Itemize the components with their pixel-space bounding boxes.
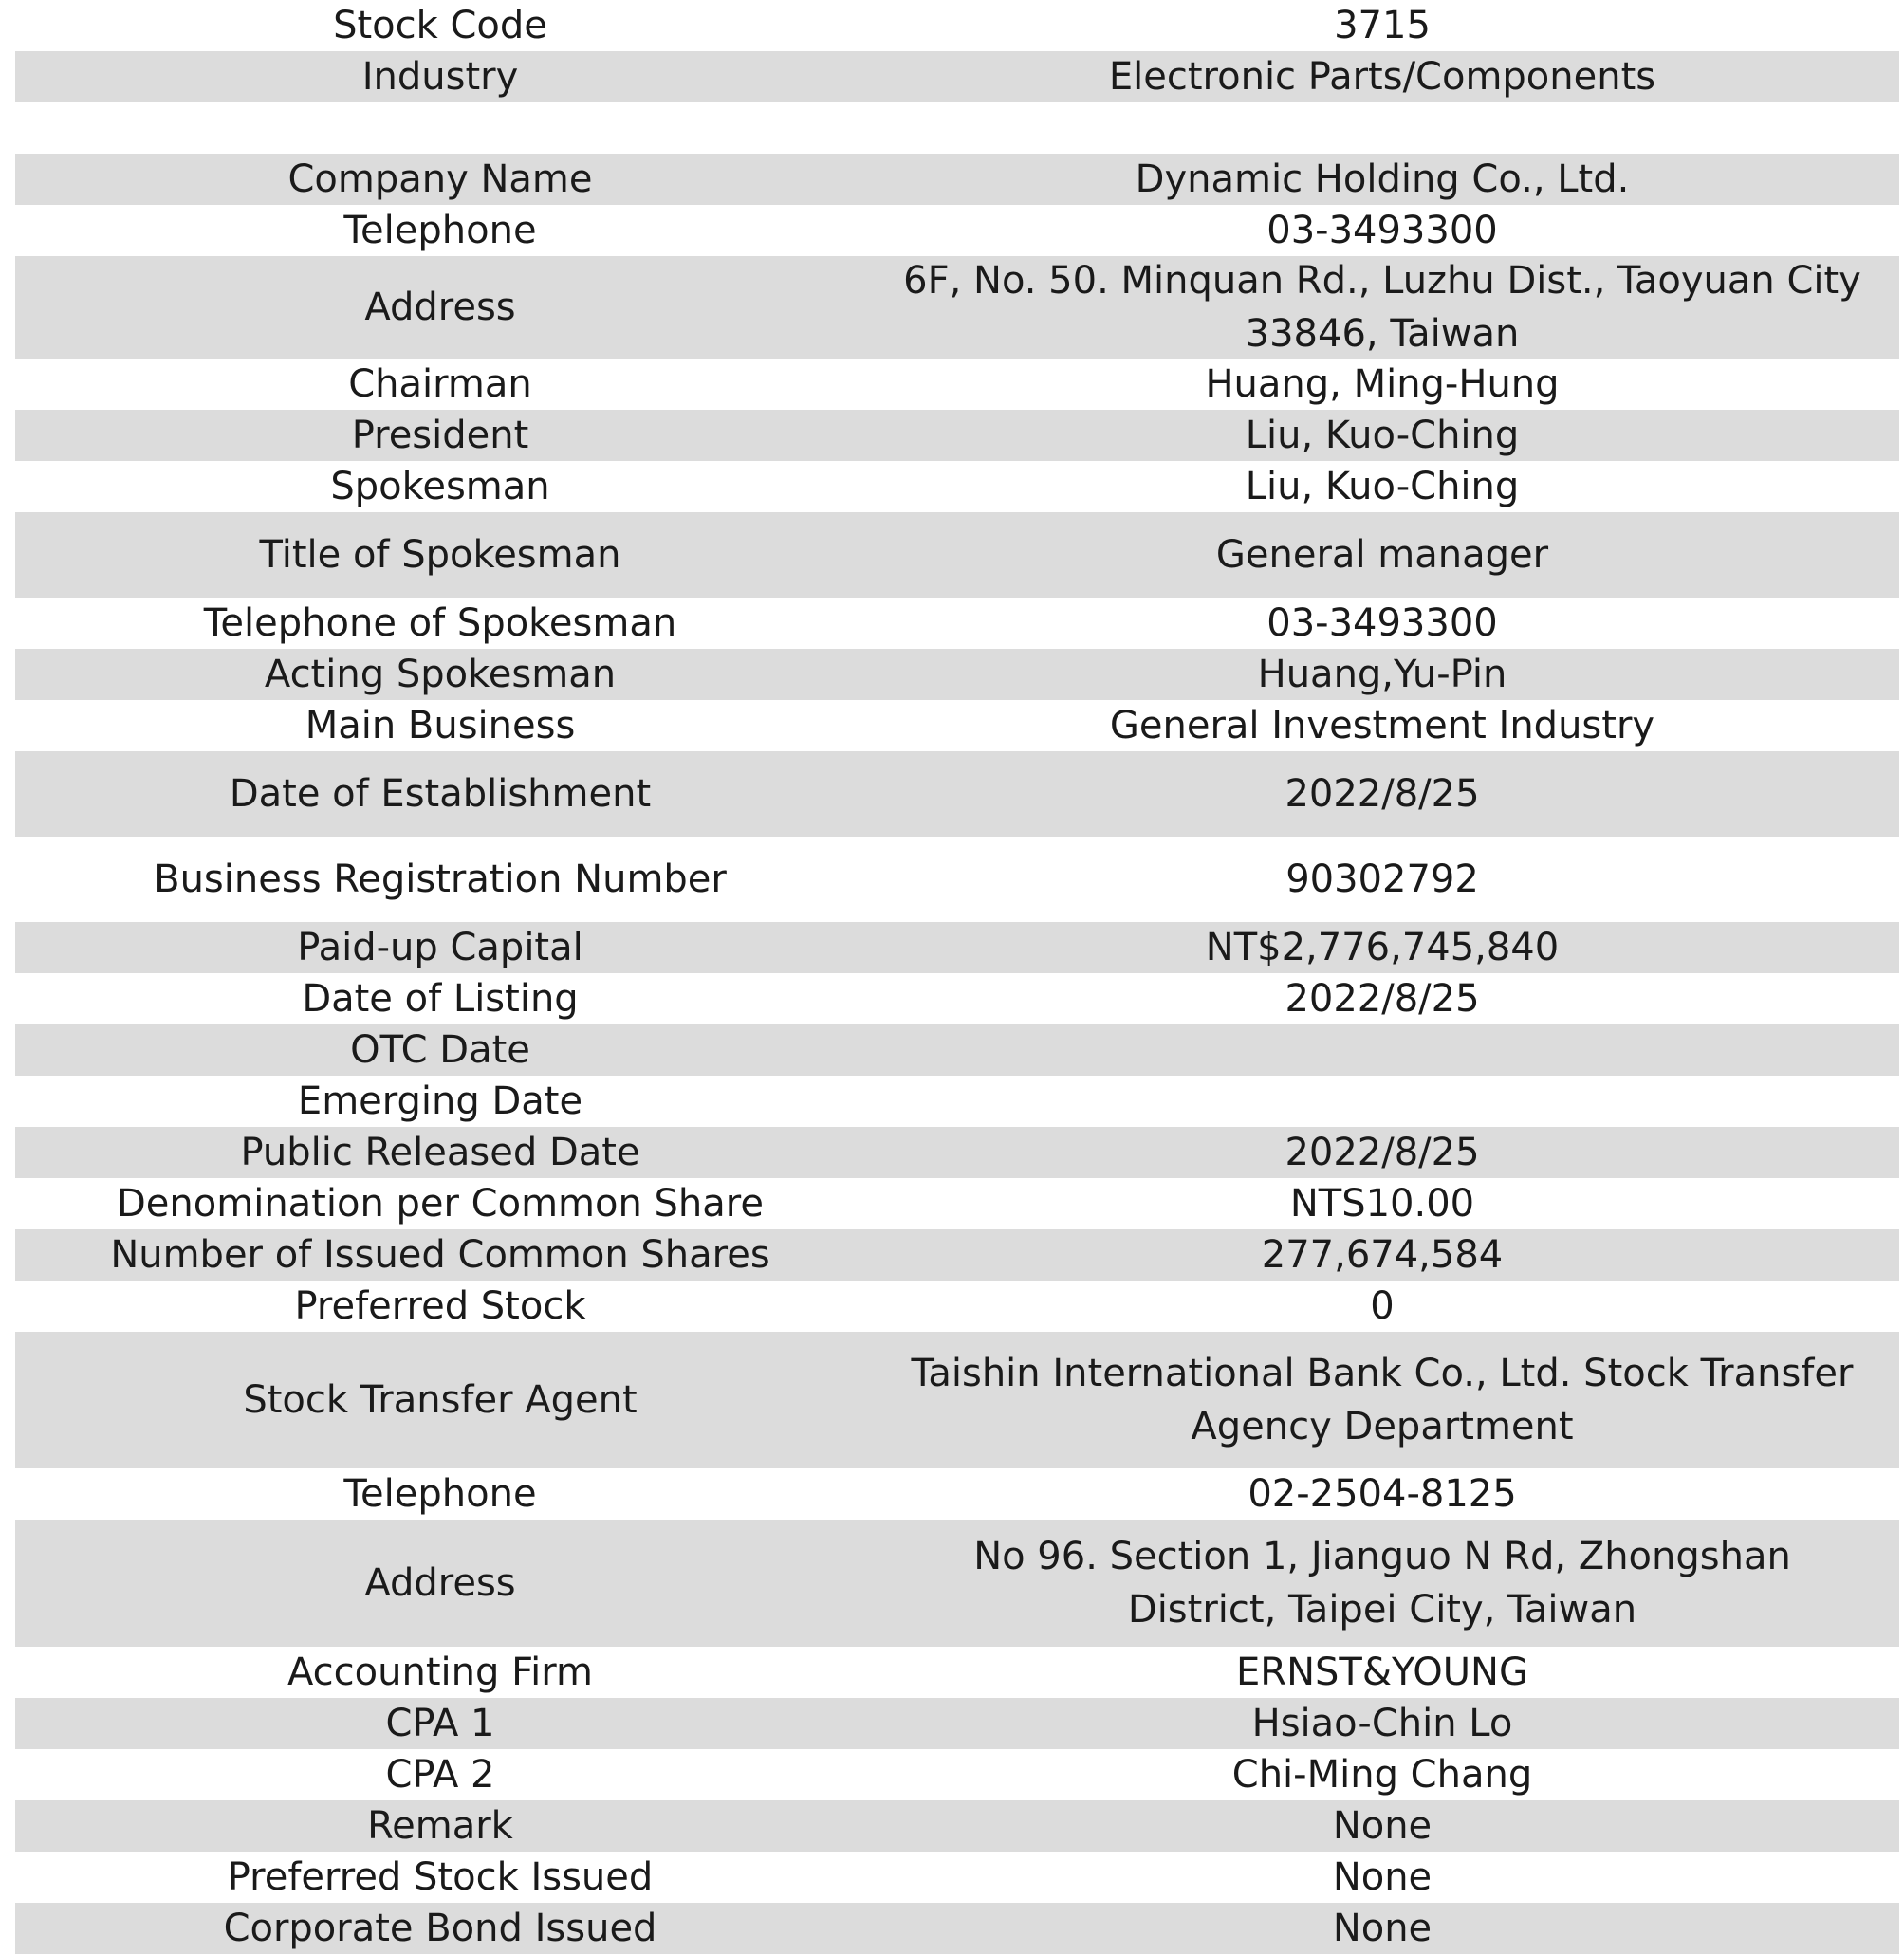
table-row — [15, 0, 1899, 51]
row-value: 277,674,584 — [1261, 1233, 1504, 1277]
row-value: None — [1332, 1804, 1433, 1848]
row-value: Liu, Kuo-Ching — [1245, 465, 1520, 508]
row-value: ERNST&YOUNG — [1236, 1651, 1528, 1694]
table-row — [15, 154, 1899, 205]
table-row — [15, 410, 1899, 461]
table-row — [15, 1852, 1899, 1903]
row-value: NTS10.00 — [1289, 1182, 1475, 1226]
row-value: NT$2,776,745,840 — [1205, 926, 1560, 969]
row-value: None — [1332, 1855, 1433, 1899]
row-label: Telephone — [343, 1472, 537, 1516]
row-label: Remark — [367, 1804, 513, 1848]
row-label: Emerging Date — [297, 1079, 583, 1123]
table-row — [15, 359, 1899, 410]
row-value: No 96. Section 1, Jianguo N Rd, Zhongshan District, Taipei City, Taiwan — [973, 1535, 1791, 1632]
row-label: Telephone of Spokesman — [203, 601, 677, 645]
table-row — [15, 922, 1899, 973]
table-row — [15, 1520, 1899, 1647]
row-value: General manager — [1215, 533, 1549, 577]
row-label: Preferred Stock Issued — [227, 1855, 654, 1899]
row-label: Chairman — [348, 362, 532, 406]
row-label: CPA 2 — [385, 1753, 495, 1797]
row-label: Address — [364, 286, 516, 329]
row-value: Huang, Ming-Hung — [1205, 362, 1560, 406]
row-value: Hsiao-Chin Lo — [1251, 1702, 1513, 1745]
row-label: Acting Spokesman — [264, 653, 617, 696]
row-value: 2022/8/25 — [1285, 977, 1480, 1021]
row-label: Number of Issued Common Shares — [110, 1233, 770, 1277]
row-label: Date of Listing — [302, 977, 579, 1021]
row-value: 90302792 — [1285, 858, 1479, 901]
table-row — [15, 1281, 1899, 1332]
table-row — [15, 1127, 1899, 1178]
table-row — [15, 973, 1899, 1024]
row-label: Stock Transfer Agent — [243, 1378, 638, 1422]
table-row — [15, 700, 1899, 751]
table-row — [15, 1468, 1899, 1520]
row-value: Taishin International Bank Co., Ltd. Stock Transfer Agency Department — [911, 1352, 1854, 1448]
row-label: Spokesman — [330, 465, 550, 508]
row-label: Stock Code — [333, 4, 547, 47]
row-label: Date of Establishment — [229, 772, 652, 816]
row-value: None — [1332, 1907, 1433, 1950]
table-row — [15, 837, 1899, 922]
row-label: Telephone — [343, 209, 537, 252]
row-label: Company Name — [287, 157, 593, 201]
row-label: Accounting Firm — [287, 1651, 593, 1694]
row-label: Public Released Date — [240, 1131, 640, 1174]
row-label: OTC Date — [350, 1028, 530, 1072]
table-row — [15, 1800, 1899, 1852]
row-label: President — [351, 414, 529, 457]
row-value: Electronic Parts/Components — [1108, 55, 1656, 99]
row-value: 2022/8/25 — [1285, 772, 1480, 816]
table-row — [15, 51, 1899, 102]
table-row — [15, 512, 1899, 598]
row-label: Industry — [361, 55, 519, 99]
row-label: Denomination per Common Share — [117, 1182, 764, 1226]
row-label: Title of Spokesman — [259, 533, 621, 577]
table-row — [15, 1076, 1899, 1127]
table-row — [15, 1903, 1899, 1954]
row-value: Huang,Yu-Pin — [1257, 653, 1507, 696]
table-row — [15, 1024, 1899, 1076]
row-value: 2022/8/25 — [1285, 1131, 1480, 1174]
row-label: Corporate Bond Issued — [223, 1907, 657, 1950]
table-row — [15, 751, 1899, 837]
table-row — [15, 1647, 1899, 1698]
table-row — [15, 649, 1899, 700]
row-value: 03-3493300 — [1266, 601, 1498, 645]
table-row — [15, 1229, 1899, 1281]
row-label: Paid-up Capital — [297, 926, 583, 969]
company-profile-table — [15, 0, 1899, 1954]
row-value: 02-2504-8125 — [1248, 1472, 1517, 1516]
row-value: Dynamic Holding Co., Ltd. — [1135, 157, 1630, 201]
row-label: Business Registration Number — [154, 858, 727, 901]
row-value: Liu, Kuo-Ching — [1245, 414, 1520, 457]
table-row — [15, 1698, 1899, 1749]
table-row — [15, 205, 1899, 256]
row-value: 6F, No. 50. Minquan Rd., Luzhu Dist., Taoyuan City 33846, Taiwan — [903, 259, 1861, 356]
table-row — [15, 256, 1899, 359]
row-label: Main Business — [305, 704, 576, 747]
row-label: CPA 1 — [385, 1702, 495, 1745]
row-value: General Investment Industry — [1109, 704, 1655, 747]
row-value: 0 — [1370, 1284, 1395, 1328]
table-row — [15, 1178, 1899, 1229]
row-value: 3715 — [1334, 4, 1431, 47]
row-value: 03-3493300 — [1266, 209, 1498, 252]
row-label: Preferred Stock — [294, 1284, 586, 1328]
row-value: Chi-Ming Chang — [1231, 1753, 1533, 1797]
table-row — [15, 1749, 1899, 1800]
table-row — [15, 1332, 1899, 1468]
table-row — [15, 102, 1899, 154]
table-row — [15, 598, 1899, 649]
row-label: Address — [364, 1561, 516, 1605]
table-row — [15, 461, 1899, 512]
